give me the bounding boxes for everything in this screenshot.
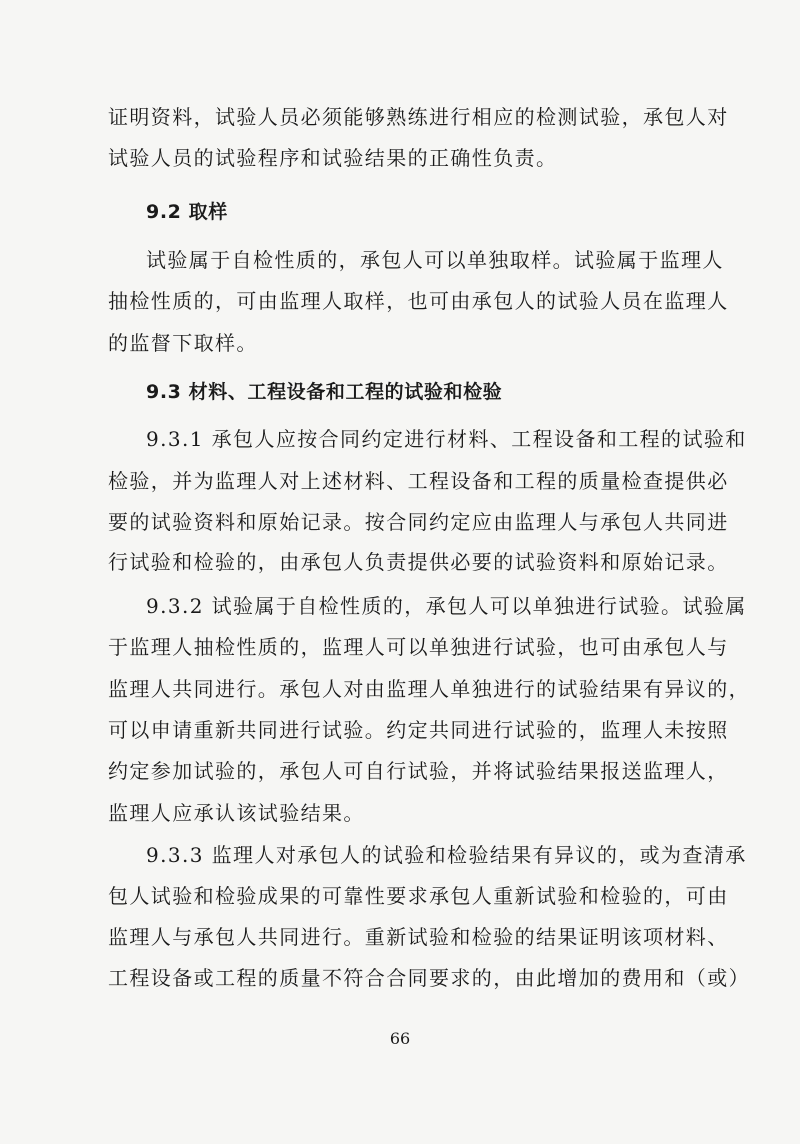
body-text-line: 证明资料，试验人员必须能够熟练进行相应的检测试验，承包人对 — [108, 105, 729, 129]
section-heading-9-3: 9.3 材料、工程设备和工程的试验和检验 — [146, 381, 503, 403]
body-text-line: 9.3.2 试验属于自检性质的，承包人可以单独进行试验。试验属 — [146, 594, 747, 618]
body-text-line: 的监督下取样。 — [108, 331, 258, 355]
body-text-line: 9.3.3 监理人对承包人的试验和检验结果有异议的，或为查清承 — [146, 843, 747, 867]
body-text-line: 要的试验资料和原始记录。按合同约定应由监理人与承包人共同进 — [108, 510, 729, 534]
body-text-line: 试验人员的试验程序和试验结果的正确性负责。 — [108, 146, 558, 170]
body-text-line: 约定参加试验的，承包人可自行试验，并将试验结果报送监理人， — [108, 759, 729, 783]
body-text-line: 监理人共同进行。承包人对由监理人单独进行的试验结果有异议的， — [108, 677, 750, 701]
section-heading-9-2: 9.2 取样 — [146, 201, 228, 223]
page-number: 66 — [389, 1029, 411, 1048]
body-text-line: 监理人与承包人共同进行。重新试验和检验的结果证明该项材料、 — [108, 925, 729, 949]
body-text-line: 抽检性质的，可由监理人取样，也可由承包人的试验人员在监理人 — [108, 289, 729, 313]
body-text-line: 包人试验和检验成果的可靠性要求承包人重新试验和检验的，可由 — [108, 884, 729, 908]
body-text-line: 监理人应承认该试验结果。 — [108, 801, 365, 825]
body-text-line: 于监理人抽检性质的，监理人可以单独进行试验，也可由承包人与 — [108, 635, 729, 659]
body-text-line: 行试验和检验的，由承包人负责提供必要的试验资料和原始记录。 — [108, 550, 729, 574]
body-text-line: 9.3.1 承包人应按合同约定进行材料、工程设备和工程的试验和 — [146, 427, 747, 451]
body-text-line: 试验属于自检性质的，承包人可以单独取样。试验属于监理人 — [146, 248, 724, 272]
body-text-line: 可以申请重新共同进行试验。约定共同进行试验的，监理人未按照 — [108, 718, 729, 742]
body-text-line: 检验，并为监理人对上述材料、工程设备和工程的质量检查提供必 — [108, 469, 729, 493]
body-text-line: 工程设备或工程的质量不符合合同要求的，由此增加的费用和（或） — [108, 966, 750, 990]
